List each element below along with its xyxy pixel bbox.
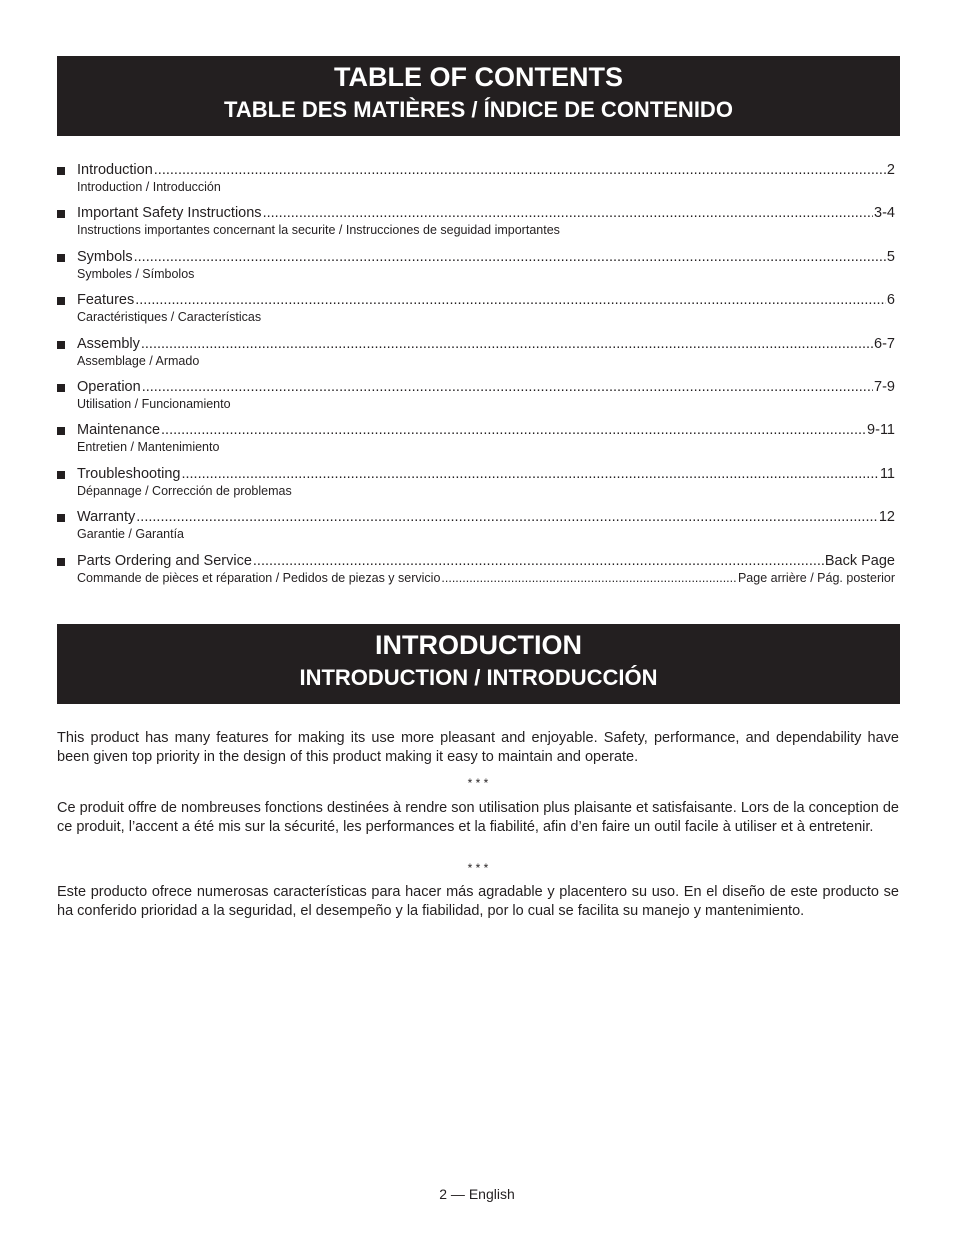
toc-entry-page: 9-11	[867, 422, 895, 439]
toc-title: TABLE OF CONTENTS	[334, 62, 623, 92]
toc-header	[57, 56, 900, 136]
toc-entry-subtitle: Entretien / Mantenimiento	[77, 440, 220, 455]
bullet-icon	[57, 384, 65, 392]
bullet-icon	[57, 167, 65, 175]
toc-entry-title: Troubleshooting	[77, 465, 181, 482]
toc-entry-subtitle-page: Page arrière / Pág. posterior	[737, 570, 895, 585]
toc-entry-assembly[interactable]	[57, 334, 895, 377]
toc-entry-title: Operation	[77, 378, 141, 395]
toc-entry-introduction[interactable]	[57, 160, 895, 203]
bullet-icon	[57, 254, 65, 262]
toc-entry-page: 5	[886, 248, 895, 265]
toc-entry-title: Warranty	[77, 509, 136, 526]
toc-entry-subtitle: Utilisation / Funcionamiento	[77, 396, 231, 411]
toc-entry-subtitle: Dépannage / Corrección de problemas	[77, 483, 292, 498]
separator: * * *	[467, 776, 489, 790]
toc-entry-title: Introduction	[77, 162, 153, 178]
toc-entry-subtitle: Commande de pièces et réparation / Pedidos de piezas y servicio	[77, 570, 441, 585]
toc-entry-title: Features	[77, 292, 135, 309]
bullet-icon	[57, 210, 65, 218]
table-of-contents	[57, 160, 895, 594]
toc-entry-symbols[interactable]	[57, 247, 895, 290]
toc-entry-title: Symbols	[77, 248, 133, 265]
toc-entry-title: Maintenance	[77, 422, 161, 439]
toc-entry-parts-ordering[interactable]	[57, 551, 895, 594]
intro-spanish: Este producto ofrece numerosas características para hacer más agradable y placentero su uso. En el diseño de este producto se ha conferido prioridad a la seguridad, el desempeño y la fiabilidad, por lo cual se facilita su manejo y mantenimiento.	[57, 884, 899, 919]
intro-title: INTRODUCTION	[375, 630, 582, 660]
toc-entry-title: Parts Ordering and Service	[77, 552, 252, 569]
toc-entry-page: 6-7	[874, 335, 895, 352]
bullet-icon	[57, 558, 65, 566]
bullet-icon	[57, 514, 65, 522]
bullet-icon	[57, 341, 65, 349]
toc-entry-features[interactable]	[57, 290, 895, 333]
toc-entry-subtitle: Introduction / Introducción	[77, 180, 221, 194]
separator: * * *	[467, 861, 489, 875]
intro-english: This product has many features for making its use more pleasant and enjoyable. Safety, performance, and dependability have been given top priority in the design of this product making it easy to maintain and operate.	[57, 730, 899, 765]
toc-entry-subtitle: Symboles / Símbolos	[77, 266, 195, 281]
toc-entry-page: 2	[886, 162, 895, 178]
toc-entry-safety[interactable]	[57, 203, 895, 246]
toc-entry-page: 11	[879, 465, 895, 482]
bullet-icon	[57, 427, 65, 435]
toc-entry-page: 6	[886, 292, 895, 309]
bullet-icon	[57, 471, 65, 479]
toc-entry-subtitle: Assemblage / Armado	[77, 353, 200, 368]
toc-entry-page: Back Page	[824, 552, 895, 569]
intro-subtitle: INTRODUCTION / INTRODUCCIÓN	[299, 665, 658, 690]
toc-entry-subtitle: Caractéristiques / Características	[77, 310, 262, 325]
toc-entry-subtitle: Garantie / Garantía	[77, 527, 185, 542]
toc-entry-title: Important Safety Instructions	[77, 205, 262, 222]
bullet-icon	[57, 297, 65, 305]
intro-header	[57, 624, 900, 704]
toc-entry-page: 3-4	[874, 205, 895, 222]
toc-entry-operation[interactable]	[57, 377, 895, 420]
toc-entry-subtitle: Instructions importantes concernant la securite / Instrucciones de seguidad importantes	[77, 223, 560, 238]
toc-entry-page: 12	[878, 509, 895, 526]
toc-entry-maintenance[interactable]	[57, 420, 895, 463]
intro-french: Ce produit offre de nombreuses fonctions destinées à rendre son utilisation plus plaisante et satisfaisante. Lors de la conception de ce produit, l’accent a été mis sur la sécurité, les performances et la fiabilité, afin d’en faire un outil facile à utiliser et à entretenir.	[57, 800, 899, 835]
toc-entry-title: Assembly	[77, 335, 140, 352]
toc-entry-troubleshooting[interactable]	[57, 464, 895, 507]
toc-entry-page: 7-9	[874, 378, 895, 395]
page-footer: 2 — English	[439, 1186, 515, 1202]
toc-entry-warranty[interactable]	[57, 507, 895, 550]
toc-subtitle: TABLE DES MATIÈRES / ÍNDICE DE CONTENIDO	[224, 97, 733, 122]
